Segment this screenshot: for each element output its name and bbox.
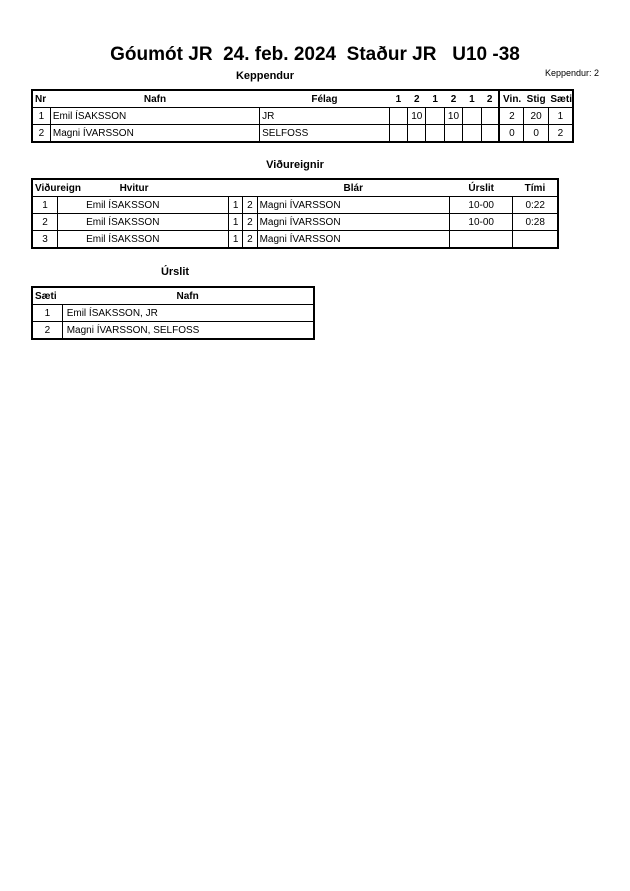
col-time: Tími [513, 179, 558, 197]
cell-name: Emil ÍSAKSSON [50, 108, 259, 125]
table-row [32, 197, 558, 214]
col-place: Sæti [32, 287, 62, 305]
cell-points: 20 [524, 108, 548, 125]
col-match: Viðureign [32, 179, 58, 197]
cell-round [389, 108, 407, 125]
cell-time: 0:22 [513, 197, 558, 214]
col-blue-score [243, 179, 257, 197]
table-row [32, 305, 314, 322]
cell-round [389, 125, 407, 143]
cell-name: Magni ÍVARSSON, SELFOSS [62, 322, 314, 340]
col-round: 1 [426, 90, 444, 108]
col-place: Sæti [548, 90, 573, 108]
col-name: Nafn [62, 287, 314, 305]
cell-white: Emil ÍSAKSSON [58, 214, 229, 231]
cell-blue-score: 2 [243, 197, 257, 214]
cell-nr: 2 [32, 125, 50, 143]
cell-nr: 1 [32, 108, 50, 125]
cell-round [481, 108, 499, 125]
table-row [32, 231, 558, 249]
table-row [32, 214, 558, 231]
cell-club: SELFOSS [260, 125, 390, 143]
cell-round [408, 125, 426, 143]
cell-club: JR [260, 108, 390, 125]
col-result: Úrslit [449, 179, 512, 197]
contestants-section-title: Keppendur [235, 70, 295, 82]
col-white: Hvitur [58, 179, 229, 197]
cell-result: 10-00 [449, 214, 512, 231]
col-wins: Vin. [499, 90, 523, 108]
cell-white: Emil ÍSAKSSON [58, 231, 229, 249]
table-row [32, 125, 573, 143]
col-round: 1 [463, 90, 481, 108]
cell-blue: Magni ÍVARSSON [257, 214, 449, 231]
cell-round [426, 108, 444, 125]
cell-blue: Magni ÍVARSSON [257, 231, 449, 249]
cell-white-score: 1 [228, 197, 242, 214]
cell-place: 1 [548, 108, 573, 125]
results-table [31, 286, 315, 340]
table-row [32, 322, 314, 340]
cell-white: Emil ÍSAKSSON [58, 197, 229, 214]
cell-round [444, 125, 462, 143]
col-blue: Blár [257, 179, 449, 197]
cell-wins: 0 [499, 125, 523, 143]
cell-time [513, 231, 558, 249]
cell-round: 10 [444, 108, 462, 125]
col-round: 2 [444, 90, 462, 108]
matches-table [31, 178, 559, 249]
cell-blue-score: 2 [243, 231, 257, 249]
results-header-row [32, 287, 314, 305]
cell-round [463, 125, 481, 143]
cell-blue: Magni ÍVARSSON [257, 197, 449, 214]
col-round: 2 [481, 90, 499, 108]
col-name: Nafn [50, 90, 259, 108]
cell-time: 0:28 [513, 214, 558, 231]
cell-white-score: 1 [228, 231, 242, 249]
col-round: 1 [389, 90, 407, 108]
cell-white-score: 1 [228, 214, 242, 231]
cell-match: 1 [32, 197, 58, 214]
col-round: 2 [408, 90, 426, 108]
cell-points: 0 [524, 125, 548, 143]
contestants-count: Keppendur: 2 [544, 68, 599, 78]
cell-result [449, 231, 512, 249]
cell-match: 3 [32, 231, 58, 249]
cell-round: 10 [408, 108, 426, 125]
contestants-header-row [32, 90, 573, 108]
cell-place: 2 [548, 125, 573, 143]
cell-match: 2 [32, 214, 58, 231]
col-nr: Nr [32, 90, 50, 108]
contestants-table [31, 89, 574, 143]
page-title: Góumót JR 24. feb. 2024 Staður JR U10 -38 [110, 44, 520, 65]
cell-result: 10-00 [449, 197, 512, 214]
matches-section-title: Viðureignir [266, 159, 324, 171]
cell-place: 1 [32, 305, 62, 322]
matches-header-row [32, 179, 558, 197]
col-points: Stig [524, 90, 548, 108]
cell-round [463, 108, 481, 125]
cell-name: Magni ÍVARSSON [50, 125, 259, 143]
cell-blue-score: 2 [243, 214, 257, 231]
col-club: Félag [260, 90, 390, 108]
col-white-score [228, 179, 242, 197]
cell-name: Emil ÍSAKSSON, JR [62, 305, 314, 322]
cell-round [426, 125, 444, 143]
cell-round [481, 125, 499, 143]
cell-place: 2 [32, 322, 62, 340]
cell-wins: 2 [499, 108, 523, 125]
table-row [32, 108, 573, 125]
results-section-title: Úrslit [160, 266, 190, 278]
